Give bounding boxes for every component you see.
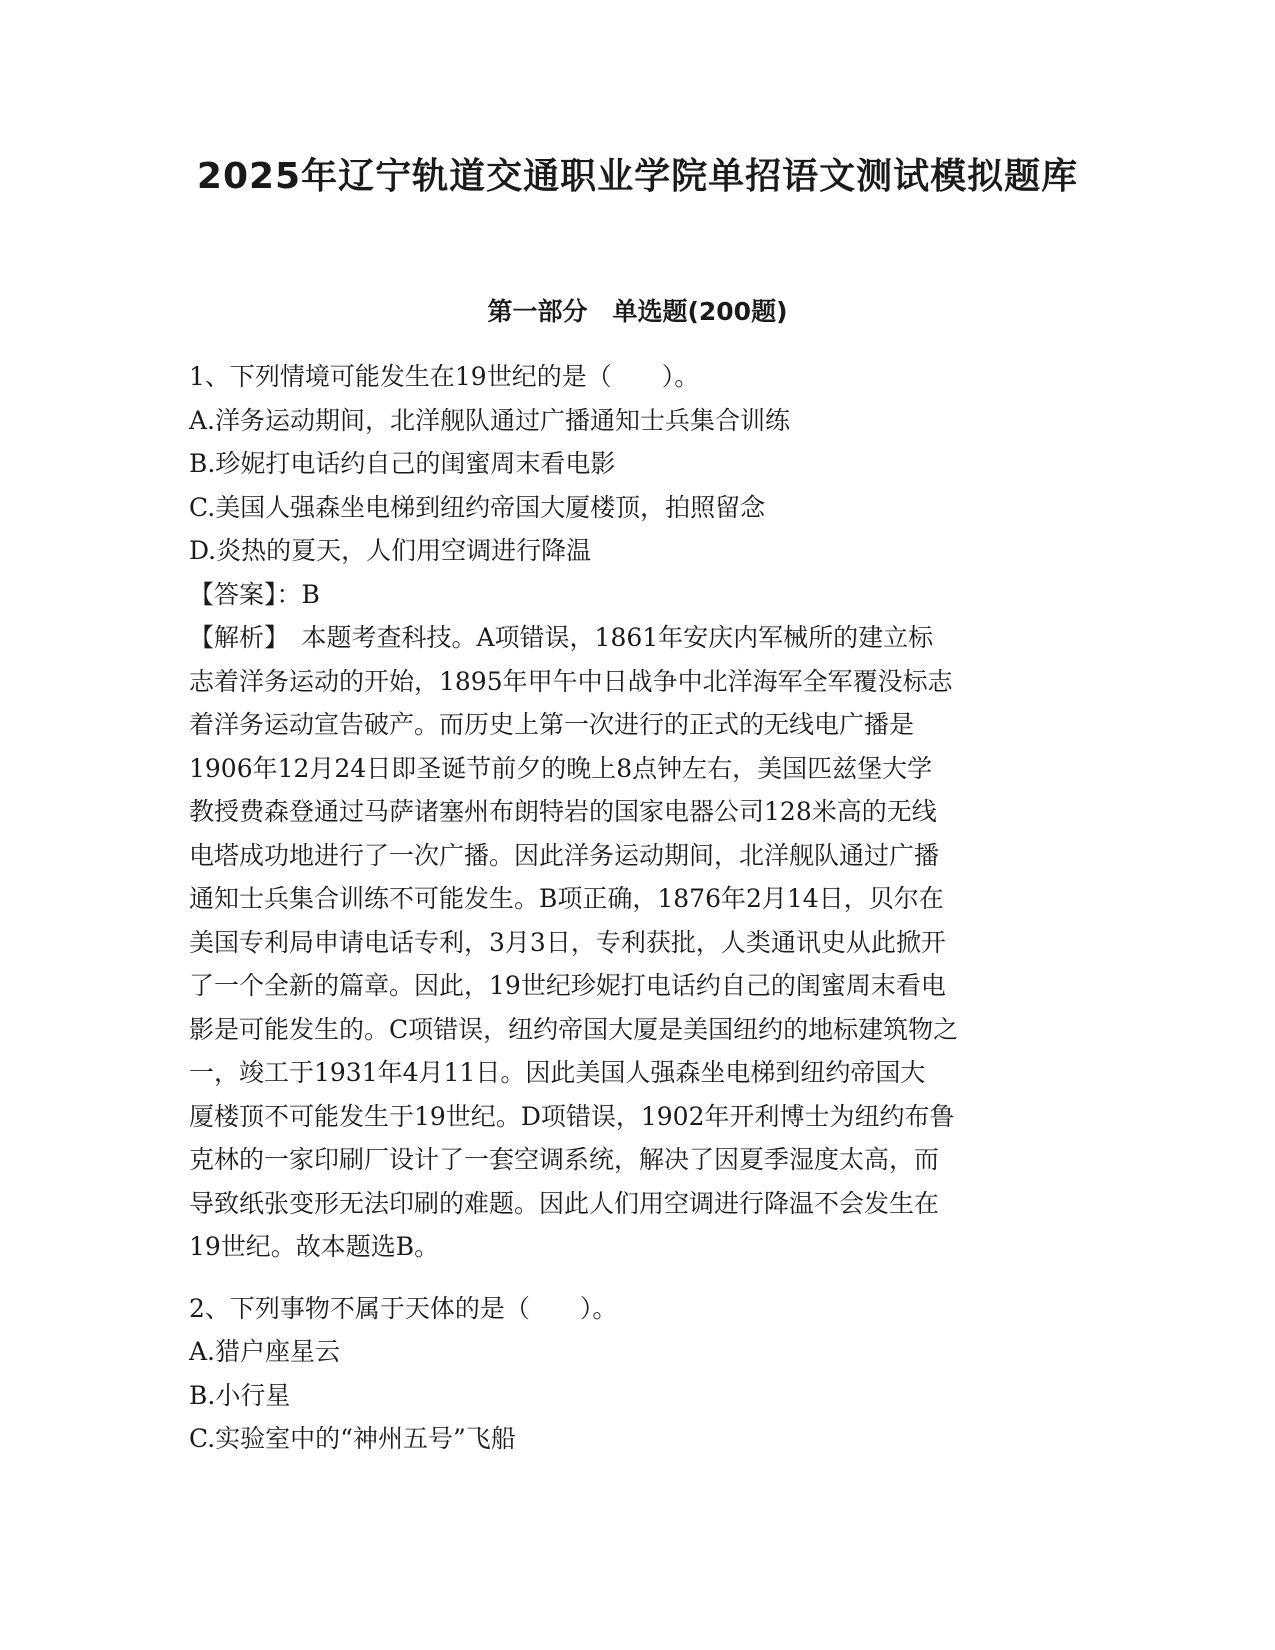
option-a: A.洋务运动期间，北洋舰队通过广播通知士兵集合训练 bbox=[189, 405, 791, 435]
option-a: A.猎户座星云 bbox=[189, 1337, 341, 1366]
option-b: B.小行星 bbox=[189, 1380, 291, 1410]
document-body bbox=[189, 355, 1089, 1461]
question-stem: 1、下列情境可能发生在19世纪的是（ ）。 bbox=[189, 362, 700, 391]
analysis-line: 着洋务运动宣告破产。而历史上第一次进行的正式的无线电广播是 bbox=[189, 710, 915, 739]
analysis-line: 【解析】 本题考查科技。A项错误，1861年安庆内军械所的建立标 bbox=[189, 623, 934, 652]
option-c: C.实验室中的“神州五号”飞船 bbox=[189, 1424, 516, 1453]
answer-line: 【答案】：B bbox=[189, 579, 320, 609]
analysis-line: 教授费森登通过马萨诸塞州布朗特岩的国家电器公司128米高的无线 bbox=[189, 797, 937, 826]
analysis-line: 1906年12月24日即圣诞节前夕的晚上8点钟左右，美国匹兹堡大学 bbox=[189, 753, 933, 783]
analysis-line: 电塔成功地进行了一次广播。因此洋务运动期间，北洋舰队通过广播 bbox=[189, 840, 940, 870]
document-title: 2025年辽宁轨道交通职业学院单招语文测试模拟题库 bbox=[196, 156, 1079, 197]
question-spacer bbox=[189, 1269, 1089, 1287]
analysis-line: 克林的一家印刷厂设计了一套空调系统，解决了因夏季湿度太高，而 bbox=[189, 1145, 940, 1174]
option-d: D.炎热的夏天，人们用空调进行降温 bbox=[189, 536, 592, 565]
question-stem: 2、下列事物不属于天体的是（ ）。 bbox=[189, 1293, 618, 1323]
analysis-line: 志着洋务运动的开始，1895年甲午中日战争中北洋海军全军覆没标志 bbox=[189, 666, 953, 696]
analysis-line: 厦楼顶不可能发生于19世纪。D项错误，1902年开利博士为纽约布鲁 bbox=[189, 1101, 955, 1131]
question-1 bbox=[189, 355, 1089, 1269]
analysis-line: 一，竣工于1931年4月11日。因此美国人强森坐电梯到纽约帝国大 bbox=[189, 1058, 926, 1087]
analysis-line: 影是可能发生的。C项错误，纽约帝国大厦是美国纽约的地标建筑物之 bbox=[189, 1014, 959, 1044]
analysis-line: 19世纪。故本题选B。 bbox=[189, 1232, 440, 1261]
analysis-line: 了一个全新的篇章。因此，19世纪珍妮打电话约自己的闺蜜周末看电 bbox=[189, 971, 946, 1000]
analysis-line: 导致纸张变形无法印刷的难题。因此人们用空调进行降温不会发生在 bbox=[189, 1188, 940, 1218]
analysis-line: 美国专利局申请电话专利，3月3日，专利获批，人类通讯史从此掀开 bbox=[189, 927, 946, 957]
option-b: B.珍妮打电话约自己的闺蜜周末看电影 bbox=[189, 449, 616, 478]
section-title: 第一部分 单选题(200题) bbox=[487, 297, 788, 326]
question-2 bbox=[189, 1287, 1089, 1461]
analysis-line: 通知士兵集合训练不可能发生。B项正确，1876年2月14日，贝尔在 bbox=[189, 884, 944, 913]
option-c: C.美国人强森坐电梯到纽约帝国大厦楼顶，拍照留念 bbox=[189, 492, 766, 522]
